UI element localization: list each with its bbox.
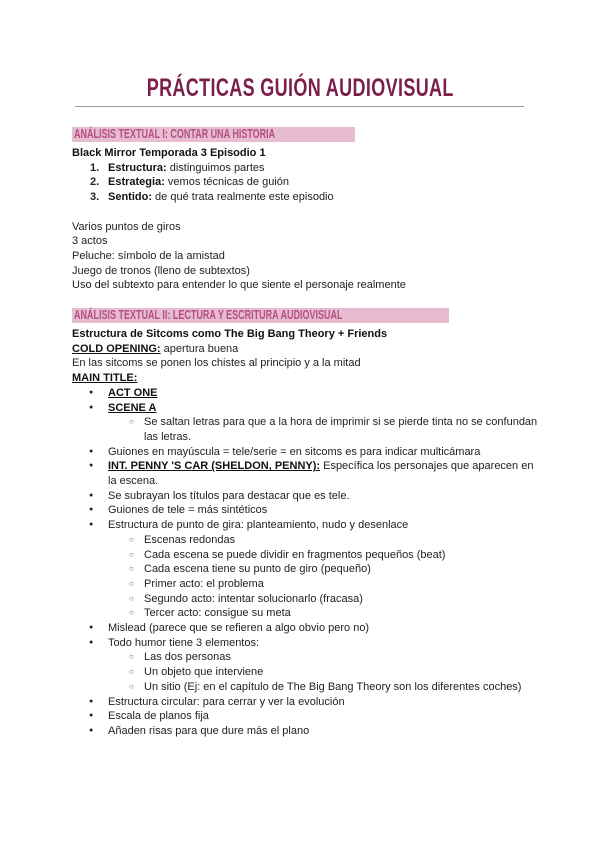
document-title: PRÁCTICAS GUIÓN AUDIOVISUAL: [146, 74, 454, 102]
list-item: ● Guiones en mayúscula = tele/serie = en sitcoms es para indicar multicámara: [72, 445, 542, 460]
list-item: ● Estructura de punto de gira: planteamiento, nudo y desenlace: [72, 518, 542, 533]
list-item: ● Se subrayan los títulos para destacar que es tele.: [72, 489, 542, 504]
text-line: Peluche: símbolo de la amistad: [72, 249, 225, 262]
list-item: ● Todo humor tiene 3 elementos:: [72, 636, 542, 651]
list-item: ● ACT ONE: [72, 386, 542, 401]
document-body: [72, 127, 542, 739]
sub-list-item: ○ Un objeto que interviene: [72, 665, 542, 680]
main-title-label: MAIN TITLE:: [72, 372, 138, 385]
list-item: ● Guiones de tele = más sintéticos: [72, 503, 542, 518]
text-line: Juego de tronos (lleno de subtextos): [72, 264, 250, 277]
cold-opening-line: COLD OPENING: apertura buena: [72, 342, 239, 355]
text-line: 3 actos: [72, 235, 108, 248]
sub-list-item: ○ Segundo acto: intentar solucionarlo (fracasa): [72, 592, 542, 607]
list-item: ● Escala de planos fija: [72, 709, 542, 724]
section-subtitle: Black Mirror Temporada 3 Episodio 1: [72, 147, 266, 159]
text-line: Uso del subtexto para entender lo que siente el personaje realmente: [72, 279, 406, 292]
numbered-item: 2. Estrategia: vemos técnicas de guión: [90, 176, 289, 189]
numbered-item: 1. Estructura: distinguimos partes: [90, 161, 265, 174]
horizontal-rule: [75, 106, 524, 107]
sub-list-item: ○ Las dos personas: [72, 650, 542, 665]
text-line: Varios puntos de giros: [72, 220, 181, 233]
sub-list-item: ○ Cada escena se puede dividir en fragmentos pequeños (beat): [72, 548, 542, 563]
section-subtitle: Estructura de Sitcoms como The Big Bang Theory + Friends: [72, 328, 388, 341]
sub-list-item: ○ Tercer acto: consigue su meta: [72, 606, 542, 621]
sub-list-item: ○ Escenas redondas: [72, 533, 542, 548]
text-line: En las sitcoms se ponen los chistes al principio y a la mitad: [72, 357, 361, 370]
section-heading-2: ANÁLISIS TEXTUAL II: LECTURA Y ESCRITURA AUDIOVISUAL: [72, 308, 449, 323]
numbered-item: 3. Sentido: de qué trata realmente este episodio: [90, 191, 334, 204]
list-item: ● Añaden risas para que dure más el plano: [72, 724, 542, 739]
list-item: ● INT. PENNY 'S CAR (SHELDON, PENNY): Específica los personajes que aparecen en la escena.: [72, 459, 542, 488]
sub-list-item: ○ Un sitio (Ej: en el capítulo de The Big Bang Theory son los diferentes coches): [72, 680, 542, 695]
list-item: ● Mislead (parece que se refieren a algo obvio pero no): [72, 621, 542, 636]
list-item: ● Estructura circular: para cerrar y ver la evolución: [72, 695, 542, 710]
section-heading-1: ANÁLISIS TEXTUAL I: CONTAR UNA HISTORIA: [72, 127, 355, 142]
list-item: ● SCENE A: [72, 401, 542, 416]
sub-list-item: ○ Cada escena tiene su punto de giro (pequeño): [72, 562, 542, 577]
sub-list-item: ○ Primer acto: el problema: [72, 577, 542, 592]
sub-list-item: ○ Se saltan letras para que a la hora de imprimir si se pierde tinta no se confundan las letras.: [72, 415, 542, 444]
